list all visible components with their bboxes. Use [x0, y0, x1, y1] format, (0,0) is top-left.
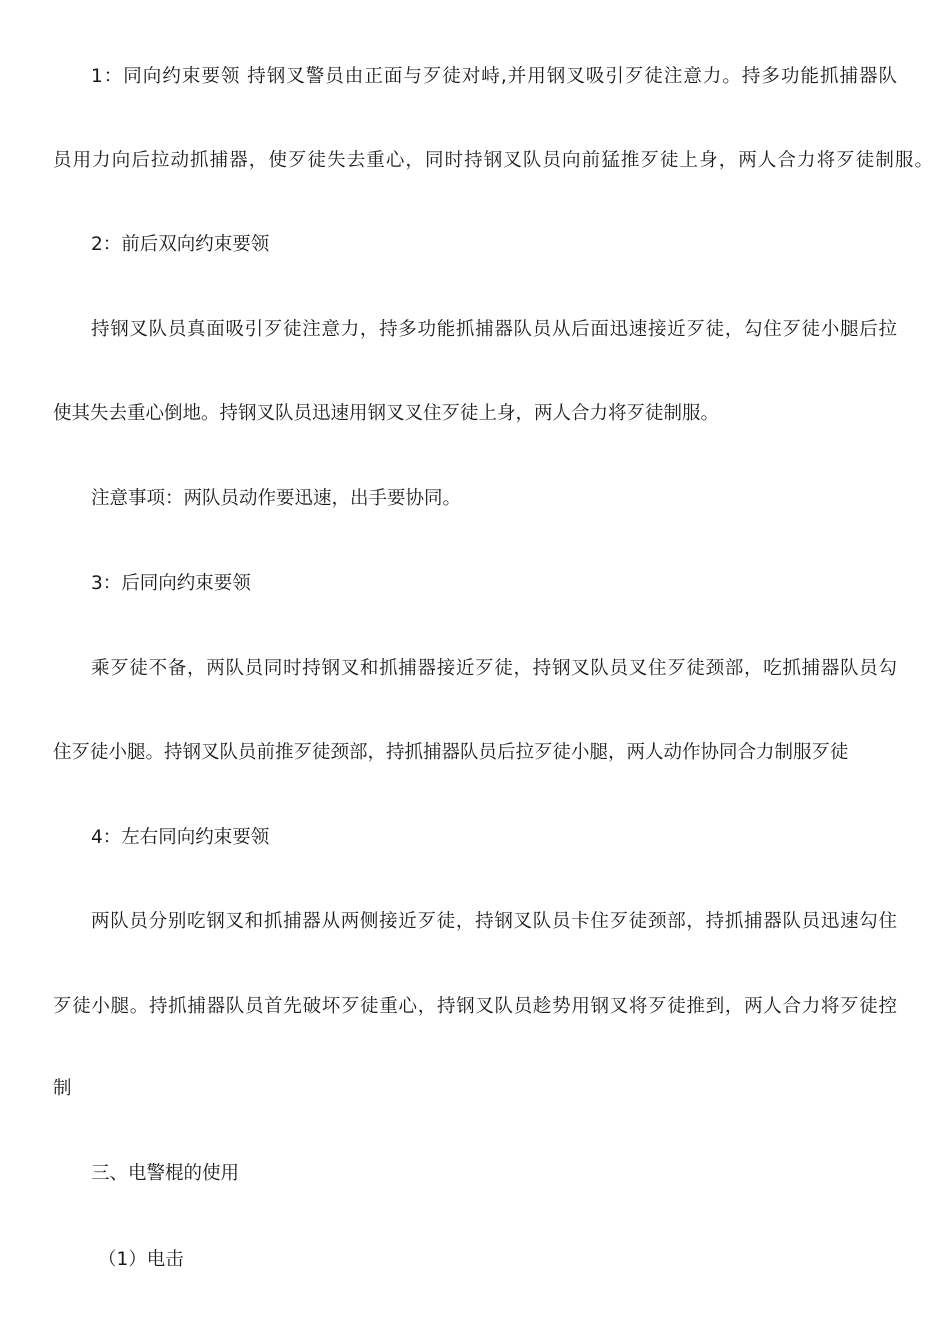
section-heading: 3：后同向约束要领: [91, 573, 251, 594]
paragraph-line: 住歹徒小腿。持钢叉队员前推歹徒颈部，持抓捕器队员后拉歹徒小腿，两人动作协同合力制服歹徒: [53, 742, 849, 763]
chapter-heading: 三、电警棍的使用: [91, 1163, 240, 1184]
paragraph-line: 员用力向后拉动抓捕器，使歹徒失去重心，同时持钢叉队员向前猛推歹徒上身，两人合力将歹徒制服。: [53, 150, 933, 171]
paragraph-line: 两队员分别吃钢叉和抓捕器从两侧接近歹徒，持钢叉队员卡住歹徒颈部，持抓捕器队员迅速勾住: [91, 911, 897, 932]
paragraph-line: 1：同向约束要领 持钢叉警员由正面与歹徒对峙,并用钢叉吸引歹徒注意力。持多功能抓捕器队: [91, 66, 897, 87]
section-heading: 2：前后双向约束要领: [91, 234, 270, 255]
paragraph-line: 制: [53, 1078, 72, 1099]
section-heading: 4：左右同向约束要领: [91, 827, 270, 848]
subsection-heading: （1）电击: [98, 1249, 184, 1270]
paragraph-line: 乘歹徒不备，两队员同时持钢叉和抓捕器接近歹徒，持钢叉队员叉住歹徒颈部，吃抓捕器队员勾: [91, 658, 897, 679]
paragraph-line: 持钢叉队员真面吸引歹徒注意力，持多功能抓捕器队员从后面迅速接近歹徒，勾住歹徒小腿后拉: [91, 319, 897, 340]
paragraph-line: 使其失去重心倒地。持钢叉队员迅速用钢叉叉住歹徒上身，两人合力将歹徒制服。: [53, 403, 720, 424]
note-line: 注意事项：两队员动作要迅速，出手要协同。: [91, 488, 462, 509]
paragraph-line: 歹徒小腿。持抓捕器队员首先破坏歹徒重心，持钢叉队员趁势用钢叉将歹徒推到，两人合力将歹徒控: [53, 996, 897, 1017]
